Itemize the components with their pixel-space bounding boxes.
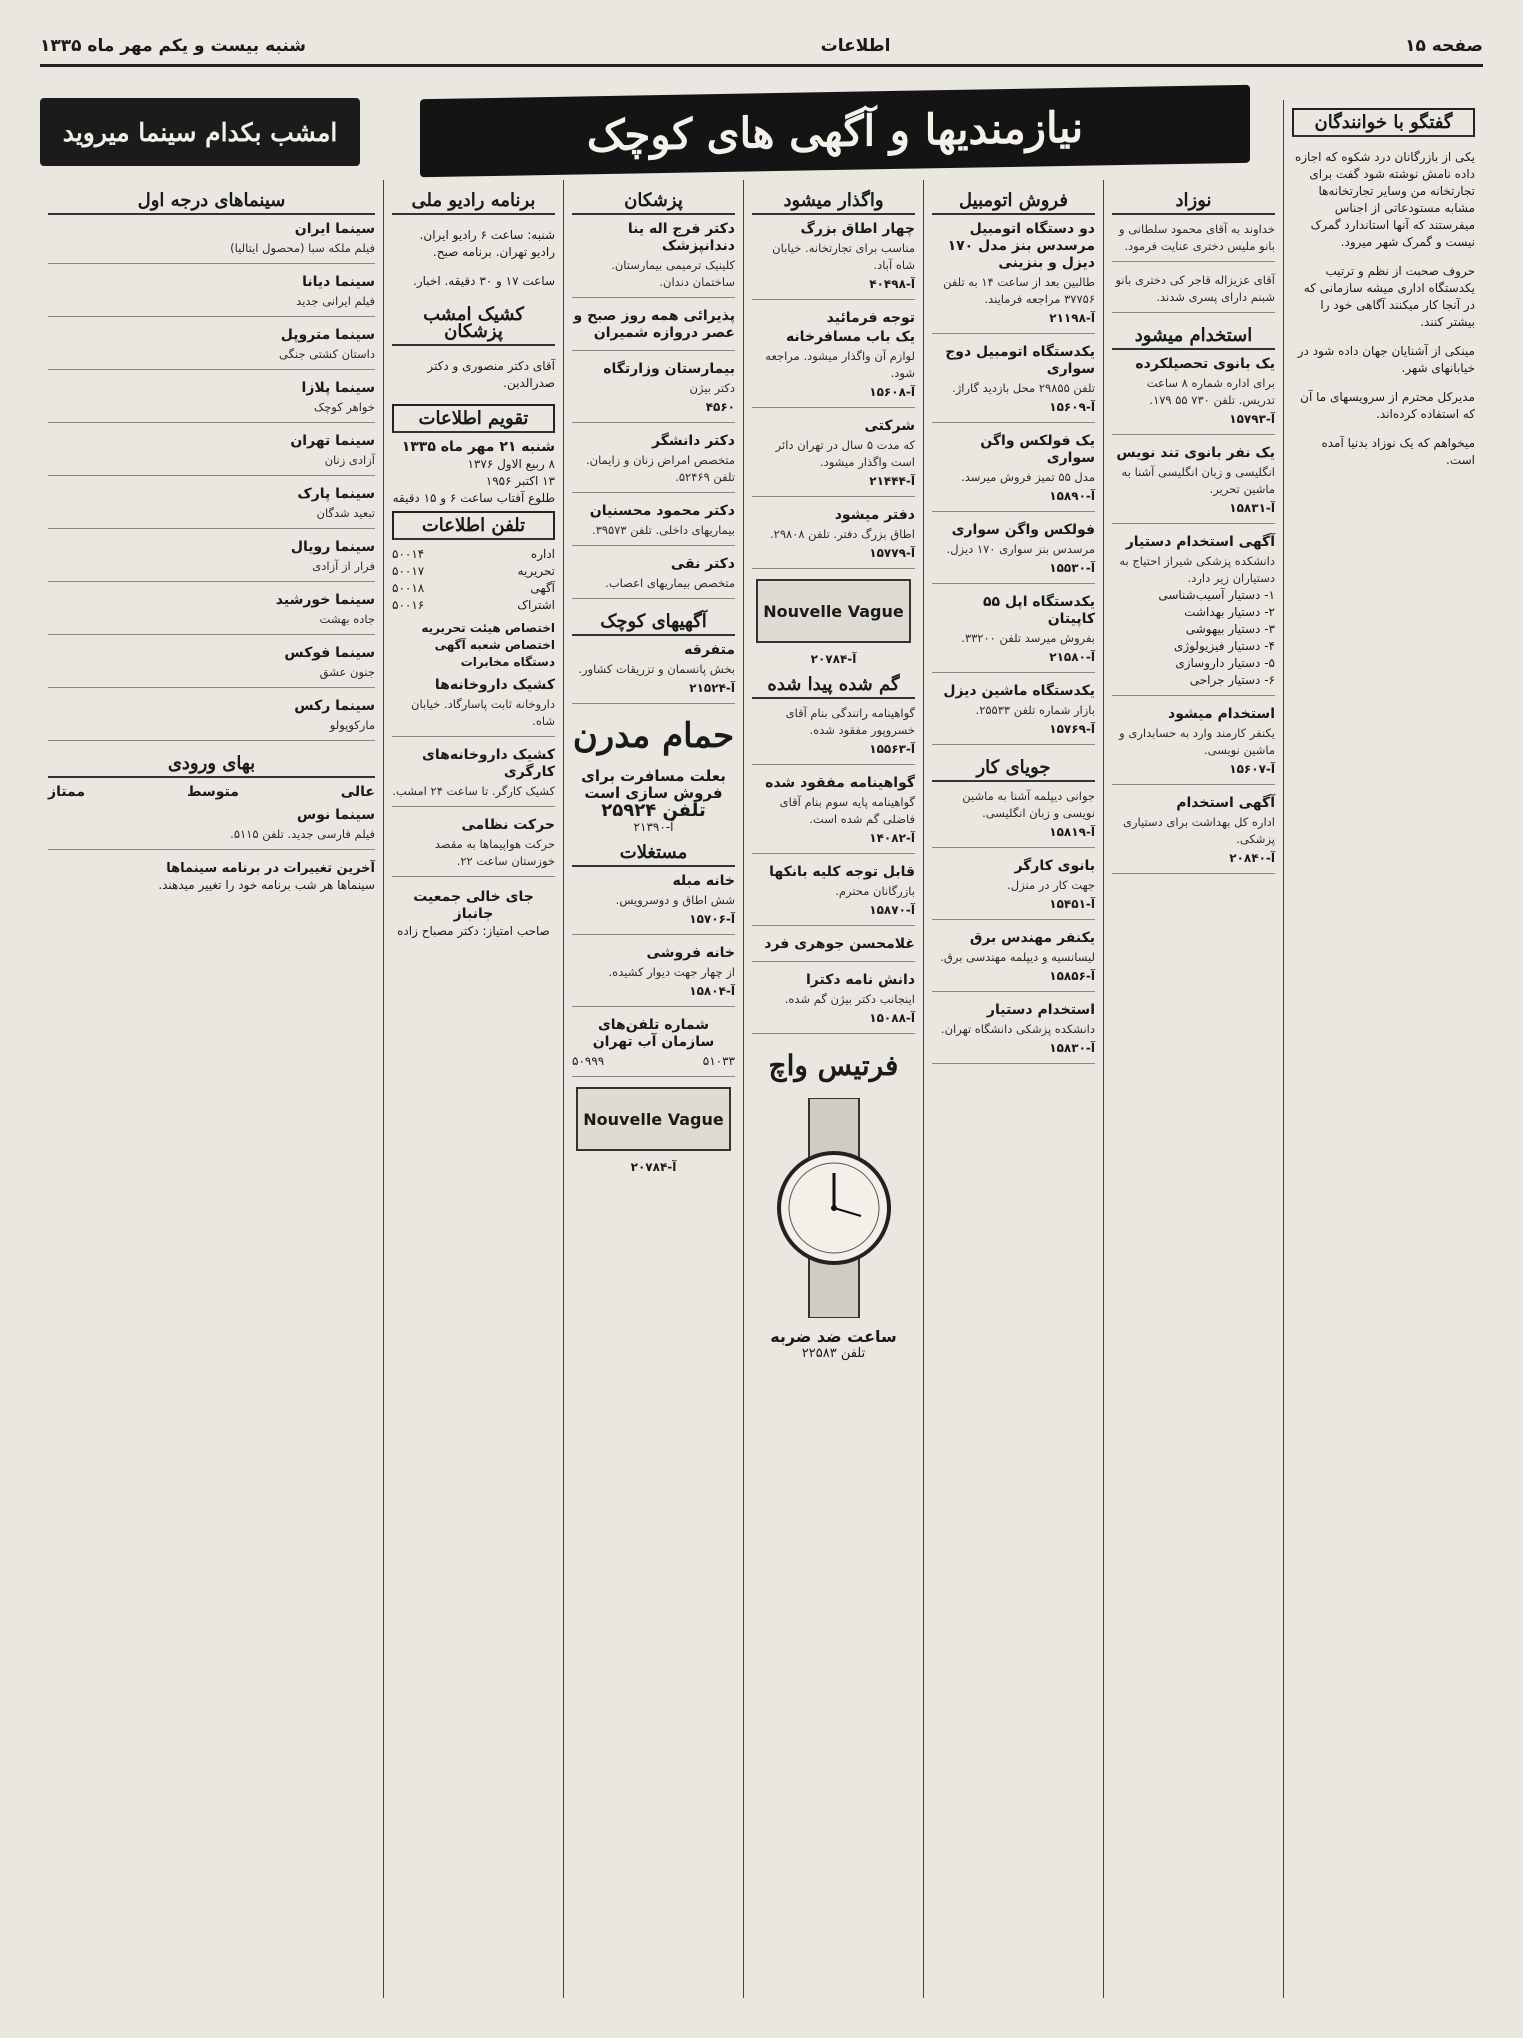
cinema-film: جنون عشق bbox=[319, 665, 375, 679]
watch-ad-subtitle: ساعت ضد ضربه bbox=[770, 1327, 897, 1346]
watch-ad-phone: تلفن ۲۲۵۸۳ bbox=[801, 1346, 866, 1361]
issue-date: شنبه بیست و یکم مهر ماه ۱۳۳۵ bbox=[40, 36, 306, 56]
seeking-ad-title: بانوی کارگر bbox=[1014, 858, 1095, 874]
property-ad-body: اطاق بزرگ دفتر. تلفن ۲۹۸۰۸. bbox=[769, 527, 915, 541]
doctor-ad-body: بیماریهای داخلی. تلفن ۳۹۵۷۳. bbox=[592, 523, 735, 537]
car-ad-title: یکدستگاه اتومبیل دوج سواری bbox=[945, 344, 1095, 377]
job-ad-title: آگهی استخدام bbox=[1176, 795, 1275, 811]
readers-paragraph: یکی از بازرگانان درد شکوه که اجازه داده نامش نوشته شود گفت برای تجارتخانه من وسایر تجارتخانه‌ها مشابه مستودعاتی از اجناس میفرستند که آنها استاندارد گمرک نیست و گمرک شهر میرود. bbox=[1294, 150, 1475, 249]
job-ad-body: یکنفر کارمند وارد به حسابداری و ماشین نویسی. bbox=[1119, 726, 1275, 757]
car-ad-body: بفروش میرسد تلفن ۳۳۲۰۰. bbox=[961, 631, 1095, 645]
phone-note: اختصاص شعبه آگهی bbox=[434, 638, 555, 652]
property-ad bbox=[752, 507, 915, 569]
lost-ad-title: غلامحسن جوهری فرد bbox=[764, 936, 915, 952]
property-ad-title: شرکتی bbox=[864, 418, 915, 434]
jobs-title: استخدام میشود bbox=[1112, 323, 1275, 350]
cinema-entry bbox=[48, 327, 375, 370]
lost-ad-body: گواهینامه پایه سوم بنام آقای فاضلی گم شده است. bbox=[779, 795, 915, 826]
cinema-film: فیلم ایرانی جدید bbox=[296, 294, 375, 308]
car-ad-title: فولکس واگن سواری bbox=[951, 522, 1095, 538]
job-list-item: ۲- دستیار بهداشت bbox=[1184, 605, 1275, 619]
doctors-duty-text: آقای دکتر منصوری و دکتر صدرالدین. bbox=[427, 359, 555, 390]
cinema-entry bbox=[48, 645, 375, 688]
paper-name: اطلاعات bbox=[820, 36, 891, 56]
cinema-name: سینما تهران bbox=[290, 433, 375, 449]
calendar-gregorian: ۱۳ اکتبر ۱۹۵۶ bbox=[485, 474, 555, 488]
cinema-name: سینما فوکس bbox=[284, 645, 375, 661]
seeking-ad-body: دانشکده پزشکی دانشگاه تهران. bbox=[940, 1022, 1095, 1036]
lost-ad bbox=[752, 705, 915, 765]
seeking-ad-body: جوانی دیپلمه آشنا به ماشین نویسی و زبان انگلیسی. bbox=[962, 789, 1095, 820]
job-list-item: ۶- دستیار جراحی bbox=[1189, 673, 1275, 687]
readers-paragraph: میخواهم که یک نوزاد بدنیا آمده است. bbox=[1321, 436, 1475, 467]
bath-ad-title: حمام مدرن bbox=[572, 716, 735, 756]
property-ad bbox=[752, 221, 915, 300]
workers-pharmacy-body: کشیک کارگر. تا ساعت ۲۴ امشب. bbox=[392, 784, 555, 798]
flights-title: حرکت نظامی bbox=[461, 817, 555, 833]
car-ad-title: یک فولکس واگن سواری bbox=[980, 433, 1095, 466]
doctor-ad bbox=[572, 556, 735, 599]
job-ad-title: آگهی استخدام دستیار bbox=[1125, 534, 1275, 550]
job-ad-code: آ-۱۵۷۹۳ bbox=[1229, 412, 1275, 426]
watch-illustration bbox=[769, 1098, 899, 1318]
lost-ad-code: آ-۱۵۸۷۰ bbox=[869, 903, 915, 917]
column-cinema bbox=[40, 180, 383, 1998]
phone-number: ۵۰۰۱۷ bbox=[392, 564, 425, 578]
job-ad-body: اداره کل بهداشت برای دستیاری پزشکی. bbox=[1122, 815, 1275, 846]
doctor-ad-title: بیمارستان وزارتگاه bbox=[603, 361, 735, 377]
pharmacy-duty-body: داروخانه ثابت پاسارگاد. خیابان شاه. bbox=[411, 697, 555, 728]
ticket-price-label: ممتاز bbox=[48, 784, 86, 800]
lost-ad-code: آ-۱۴۰۸۲ bbox=[869, 831, 915, 845]
car-ad-code: آ-۱۵۷۶۹ bbox=[1049, 722, 1095, 736]
phone-row bbox=[392, 546, 555, 563]
property-ad-code: آ-۱۵۷۷۹ bbox=[869, 546, 915, 560]
cinema-name: سینما دیانا bbox=[302, 274, 375, 290]
lost-ad-body: گواهینامه رانندگی بنام آقای خسروپور مفقود شده. bbox=[785, 706, 915, 737]
car-ad-body: مدل ۵۵ تمیز فروش میرسد. bbox=[961, 470, 1095, 484]
cinema-film: فیلم ملکه سبا (محصول ایتالیا) bbox=[230, 241, 375, 255]
car-ad-code: آ-۲۱۵۸۰ bbox=[1049, 650, 1095, 664]
seeking-ad-title: یکنفر مهندس برق bbox=[969, 930, 1095, 946]
seeking-ad-code: آ-۱۵۸۱۹ bbox=[1049, 825, 1095, 839]
readers-paragraph: حروف صحبت از نظم و ترتیب یکدستگاه اداری میشه سازمانی که در آنجا کار میکنند آگاهی خود را بیشتر کنند. bbox=[1303, 264, 1475, 329]
cinema-film: فیلم فارسی جدید. تلفن ۵۱۱۵. bbox=[230, 827, 375, 841]
car-ad bbox=[932, 594, 1095, 673]
property-ad-title: یک باب مسافرخانه bbox=[785, 329, 915, 345]
property-ad-body: لوازم آن واگذار میشود. مراجعه شود. bbox=[765, 349, 915, 380]
column-cars bbox=[923, 180, 1103, 1998]
cinema-name: سینما متروپل bbox=[280, 327, 375, 343]
cinema-banner bbox=[40, 98, 360, 166]
column-doctors bbox=[563, 180, 743, 1998]
car-ad bbox=[932, 522, 1095, 584]
seeking-title: جویای کار bbox=[932, 755, 1095, 782]
phone-row bbox=[392, 580, 555, 597]
logo-ad-code: آ-۲۰۷۸۴ bbox=[810, 652, 857, 666]
lost-ad bbox=[752, 864, 915, 926]
property-ad-code: آ-۲۱۴۴۴ bbox=[869, 474, 915, 488]
watch-icon bbox=[769, 1098, 899, 1318]
cinema-name: سینما پارک bbox=[297, 486, 375, 502]
car-ad bbox=[932, 433, 1095, 512]
phone-label: اداره bbox=[530, 547, 555, 561]
cinema-entry bbox=[48, 592, 375, 635]
water-phone-row bbox=[572, 1053, 735, 1070]
job-ad bbox=[1112, 706, 1275, 785]
readers-title: گفتگو با خوانندگان bbox=[1292, 108, 1475, 137]
cinema-entry bbox=[48, 221, 375, 264]
car-ad-title: یکدستگاه اپل ۵۵ کاپیتان bbox=[982, 594, 1095, 627]
readers-paragraph: مدیرکل محترم از سرویسهای ما آن که استفاده کرده‌اند. bbox=[1300, 390, 1475, 421]
cinema-film: آزادی زنان bbox=[324, 453, 375, 467]
doctor-ad-body: کلینیک ترمیمی بیمارستان. ساختمان دندان. bbox=[611, 258, 735, 289]
lost-found-title: گم شده پیدا شده bbox=[752, 672, 915, 699]
cinema-list-title: سینماهای درجه اول bbox=[48, 188, 375, 215]
nouvelle-vague-logo bbox=[756, 579, 911, 643]
job-ad bbox=[1112, 445, 1275, 524]
water-phone-number: ۵۰۹۹۹ bbox=[572, 1054, 605, 1068]
pharmacy-duty bbox=[392, 677, 555, 737]
flights-notice bbox=[392, 817, 555, 877]
seeking-ad-body: لیسانسیه و دیپلمه مهندسی برق. bbox=[940, 950, 1095, 964]
cinema-banner-title: امشب بکدام سینما میروید bbox=[62, 117, 338, 147]
seeking-ad-title: استخدام دستیار bbox=[986, 1002, 1095, 1018]
birth-text: آقای عزیزاله قاجر کی دختری بانو شبنم دارای پسری شدند. bbox=[1115, 273, 1275, 304]
seeking-ad bbox=[932, 1002, 1095, 1064]
pharmacy-duty-title: کشیک داروخانه‌ها bbox=[434, 677, 555, 693]
job-ad-body: انگلیسی و زبان انگلیسی آشنا به ماشین تحریر. bbox=[1121, 465, 1275, 496]
birth-text: خداوند به آقای محمود سلطانی و بانو ملیس دختری عنایت فرمود. bbox=[1119, 222, 1275, 253]
doctor-ad-title: پذیرائی همه روز صبح و عصر دروازه شمیران bbox=[573, 308, 735, 341]
seeking-ad bbox=[932, 788, 1095, 848]
masthead bbox=[40, 28, 1483, 67]
phone-note: دستگاه مخابرات bbox=[460, 655, 555, 669]
car-ad-body: تلفن ۲۹۸۵۵ محل بازدید گاراژ. bbox=[952, 381, 1095, 395]
section-banner-title: نیازمندیها و آگهی های کوچک bbox=[586, 102, 1084, 160]
ticket-prices-row bbox=[48, 784, 375, 801]
cinema-entry bbox=[48, 807, 375, 850]
property-ad-body: که مدت ۵ سال در تهران دائر است واگذار میشود. bbox=[775, 438, 915, 469]
doctor-ad-body: متخصص امراض زنان و زایمان. تلفن ۵۲۴۶۹. bbox=[586, 453, 735, 484]
cinema-name: سینما نوس bbox=[296, 807, 375, 823]
doctor-ad-body: متخصص بیماریهای اعصاب. bbox=[605, 576, 735, 590]
small-ads-title: آگهیهای کوچک bbox=[572, 609, 735, 636]
car-ad-title: دو دستگاه اتومبیل مرسدس بنز مدل ۱۷۰ دیزل و بنزینی bbox=[947, 221, 1095, 271]
calendar-sunrise: طلوع آفتاب ساعت ۶ و ۱۵ دقیقه bbox=[392, 491, 555, 505]
job-ad bbox=[1112, 534, 1275, 696]
calendar-day bbox=[392, 439, 555, 456]
job-ad-code: آ-۲۰۸۴۰ bbox=[1229, 851, 1275, 865]
lost-ad-body: اینجانب دکتر بیژن گم شده. bbox=[784, 992, 915, 1006]
car-ad-title: یکدستگاه ماشین دیزل bbox=[943, 683, 1095, 699]
calendar-hijri: ۸ ربیع الاول ۱۳۷۶ bbox=[467, 457, 555, 471]
page-number: صفحه ۱۵ bbox=[1405, 36, 1483, 56]
property-ad bbox=[752, 310, 915, 408]
doctor-ad bbox=[572, 221, 735, 298]
job-list-item: ۴- دستیار فیزیولوژی bbox=[1173, 639, 1275, 653]
misc-ad bbox=[572, 642, 735, 704]
doctor-ad bbox=[572, 308, 735, 351]
cinema-film: فرار از آزادی bbox=[312, 559, 375, 573]
lost-ad-code: آ-۱۵۰۸۸ bbox=[869, 1011, 915, 1025]
job-ad bbox=[1112, 795, 1275, 874]
cinema-film: جاده بهشت bbox=[319, 612, 375, 626]
phone-label: تحریریه bbox=[517, 564, 555, 578]
water-phone-box bbox=[572, 1017, 735, 1077]
radio-paragraph: شنبه: ساعت ۶ رادیو ایران. رادیو تهران. برنامه صبح. bbox=[419, 228, 555, 259]
rental-ad-code: آ-۱۵۷۰۶ bbox=[689, 912, 735, 926]
property-ad-title: دفتر میشود bbox=[834, 507, 915, 523]
nouvelle-vague-logo bbox=[576, 1087, 731, 1151]
bath-ad-code: آ-۲۱۳۹۰ bbox=[633, 820, 674, 834]
readers-paragraph: مینکی از آشنایان جهان داده شود در خیابانهای شهر. bbox=[1297, 344, 1475, 375]
job-ad-body: برای اداره شماره ۸ ساعت تدریس. تلفن ۷۳۰ ۵۵ ۱۷۹. bbox=[1146, 376, 1275, 407]
rental-ad bbox=[572, 945, 735, 1007]
job-list-item: ۳- دستیار بیهوشی bbox=[1185, 622, 1275, 636]
property-ad-title: چهار اطاق بزرگ bbox=[800, 221, 915, 237]
lost-ad bbox=[752, 775, 915, 854]
lost-ad bbox=[752, 972, 915, 1034]
calendar-day-text: شنبه ۲۱ مهر ماه ۱۳۳۵ bbox=[401, 439, 555, 455]
lost-ad-body: بازرگانان محترم. bbox=[835, 884, 915, 898]
misc-ad-body: بخش پانسمان و تزریقات کشاور. bbox=[578, 662, 735, 676]
misc-ad-title: متفرقه bbox=[684, 642, 735, 658]
flights-body: حرکت هواپیماها به مقصد خوزستان ساعت ۲۲. bbox=[434, 837, 555, 868]
cinema-footer-text: سینماها هر شب برنامه خود را تغییر میدهند. bbox=[158, 878, 375, 892]
job-ad-code: آ-۱۵۶۰۷ bbox=[1229, 762, 1275, 776]
property-ad-body: مناسب برای تجارتخانه. خیابان شاه آباد. bbox=[772, 241, 915, 272]
radio-title: برنامه رادیو ملی bbox=[392, 188, 555, 215]
doctor-ad-code: ۴۵۶۰ bbox=[705, 400, 735, 414]
lost-ad bbox=[752, 936, 915, 962]
rental-ad-body: شش اطاق و دوسرویس. bbox=[615, 893, 735, 907]
doctor-ad-title: دکتر فرج اله ینا دندانپزشک bbox=[627, 221, 735, 254]
car-ad-code: آ-۱۵۸۹۰ bbox=[1049, 489, 1095, 503]
property-ad bbox=[752, 418, 915, 497]
calendar-title: تقویم اطلاعات bbox=[392, 404, 555, 433]
job-ad-code: آ-۱۵۸۳۱ bbox=[1229, 501, 1275, 515]
cinema-name: سینما ایران bbox=[294, 221, 375, 237]
cinema-name: سینما خورشید bbox=[275, 592, 375, 608]
cinema-name: سینما رویال bbox=[290, 539, 375, 555]
bath-ad-phone: تلفن ۲۵۹۲۴ bbox=[601, 800, 706, 821]
seeking-ad-code: آ-۱۵۴۵۱ bbox=[1049, 897, 1095, 911]
car-ad bbox=[932, 221, 1095, 334]
cinema-name: سینما پلازا bbox=[301, 380, 375, 396]
seeking-ad-code: آ-۱۵۸۳۰ bbox=[1049, 1041, 1095, 1055]
cinema-list bbox=[48, 221, 375, 741]
phone-number: ۵۰۰۱۸ bbox=[392, 581, 425, 595]
cinema-entry bbox=[48, 274, 375, 317]
car-ad bbox=[932, 683, 1095, 745]
bath-ad-body: بعلت مسافرت برای فروش سازی است bbox=[581, 767, 726, 802]
ticket-price-label: متوسط bbox=[186, 784, 239, 800]
rental-ad-title: خانه فروشی bbox=[646, 945, 735, 961]
rental-ad bbox=[572, 873, 735, 935]
property-ad-code: آ-۴۰۴۹۸ bbox=[869, 277, 915, 291]
seeking-ad-code: آ-۱۵۸۵۶ bbox=[1049, 969, 1095, 983]
birth-notice bbox=[1112, 221, 1275, 262]
cars-title: فروش اتومبیل bbox=[932, 188, 1095, 215]
car-ad-body: طالبین بعد از ساعت ۱۴ به تلفن ۳۷۷۵۶ مراجعه فرمایند. bbox=[943, 275, 1095, 306]
property-ad-code: آ-۱۵۶۰۸ bbox=[869, 385, 915, 399]
job-list-item: ۱- دستیار آسیب‌شناسی bbox=[1158, 588, 1275, 602]
car-ad-code: آ-۲۱۱۹۸ bbox=[1049, 311, 1095, 325]
doctors-duty-title: کشیک امشب پزشکان bbox=[392, 302, 555, 346]
property-title: واگذار میشود bbox=[752, 188, 915, 215]
birth-notice bbox=[1112, 272, 1275, 313]
seeking-ad-body: جهت کار در منزل. bbox=[1007, 878, 1095, 892]
workers-pharmacy-title: کشیک داروخانه‌های کارگری bbox=[422, 747, 555, 780]
section-banner bbox=[420, 85, 1250, 177]
cinema-entry bbox=[48, 486, 375, 529]
car-ad-code: آ-۱۵۵۳۰ bbox=[1049, 561, 1095, 575]
phone-number: ۵۰۰۱۶ bbox=[392, 598, 425, 612]
doctor-ad-body: دکتر بیژن bbox=[689, 381, 735, 395]
phone-label: آگهی bbox=[530, 581, 555, 595]
workers-pharmacy-duty bbox=[392, 747, 555, 807]
lost-ad-title: دانش نامه دکترا bbox=[806, 972, 915, 988]
cinema-entry bbox=[48, 433, 375, 476]
column-radio bbox=[383, 180, 563, 1998]
seeking-ad bbox=[932, 930, 1095, 992]
car-ad bbox=[932, 344, 1095, 423]
seeking-ad bbox=[932, 858, 1095, 920]
cinema-film: خواهر کوچک bbox=[313, 400, 375, 414]
logo-text: Nouvelle Vague bbox=[583, 1109, 724, 1129]
doctor-ad-title: دکتر محمود محسنیان bbox=[589, 503, 735, 519]
cinema-entry bbox=[48, 698, 375, 741]
publisher-line: صاحب امتیاز: دکتر مصباح زاده bbox=[397, 924, 550, 938]
misc-ad-code: آ-۲۱۵۲۴ bbox=[689, 681, 735, 695]
cinema-entry bbox=[48, 539, 375, 582]
lost-ad-code: آ-۱۵۵۶۳ bbox=[869, 742, 915, 756]
cinema-film: تبعید شدگان bbox=[316, 506, 375, 520]
rental-ad-code: آ-۱۵۸۰۴ bbox=[689, 984, 735, 998]
column-property bbox=[743, 180, 923, 1998]
phone-row bbox=[392, 563, 555, 580]
doctor-ad bbox=[572, 361, 735, 423]
publisher-slogan: جای خالی جمعیت جانباز bbox=[413, 889, 534, 922]
job-ad-title: استخدام میشود bbox=[1168, 706, 1275, 722]
water-phone-title: شماره تلفن‌های سازمان آب تهران bbox=[592, 1017, 715, 1050]
property-ad-title: توجه فرمائید bbox=[826, 310, 915, 326]
job-ad-body: دانشکده پزشکی شیراز احتیاج به دستیاران زیر دارد. bbox=[1119, 554, 1275, 585]
doctors-title: پزشکان bbox=[572, 188, 735, 215]
job-ad bbox=[1112, 356, 1275, 435]
car-ad-body: مرسدس بنز سواری ۱۷۰ دیزل. bbox=[946, 542, 1095, 556]
job-list bbox=[1112, 587, 1275, 689]
job-ad-title: یک نفر بانوی تند نویس bbox=[1116, 445, 1275, 461]
lost-ad-title: گواهینامه مفقود شده bbox=[765, 775, 915, 791]
phone-label: اشتراک bbox=[517, 598, 555, 612]
phones-title: تلفن اطلاعات bbox=[392, 511, 555, 540]
logo-ad-code: آ-۲۰۷۸۴ bbox=[630, 1160, 677, 1174]
job-list-item: ۵- دستیار داروسازی bbox=[1175, 656, 1275, 670]
car-ad-body: بازار شماره تلفن ۲۵۵۳۳. bbox=[975, 703, 1095, 717]
rental-ad-title: خانه مبله bbox=[672, 873, 735, 889]
water-phone-number: ۵۱۰۳۳ bbox=[702, 1054, 735, 1068]
phone-note: اختصاص هیئت تحریریه bbox=[421, 621, 555, 635]
doctor-ad-title: دکتر دانشگر bbox=[652, 433, 735, 449]
job-ad-title: یک بانوی تحصیلکرده bbox=[1135, 356, 1275, 372]
watch-ad-title: فرتیس واچ bbox=[768, 1049, 899, 1082]
column-readers bbox=[1283, 100, 1483, 1998]
phone-number: ۵۰۰۱۴ bbox=[392, 547, 425, 561]
cinema-footer-title: آخرین تغییرات در برنامه سینماها bbox=[166, 861, 375, 876]
ticket-prices-title: بهای ورودی bbox=[48, 751, 375, 778]
doctor-ad bbox=[572, 433, 735, 493]
cinema-film: مارکوپولو bbox=[329, 718, 375, 732]
phone-row bbox=[392, 597, 555, 614]
logo-text: Nouvelle Vague bbox=[763, 601, 904, 621]
births-title: نوزاد bbox=[1112, 188, 1275, 215]
rental-ad-body: از چهار جهت دیوار کشیده. bbox=[608, 965, 735, 979]
cinema-film: داستان کشتی جنگی bbox=[279, 347, 375, 361]
doctor-ad-title: دکتر نقی bbox=[670, 556, 735, 572]
cinema-name: سینما رکس bbox=[294, 698, 375, 714]
cinema-entry bbox=[48, 380, 375, 423]
column-births-jobs bbox=[1103, 180, 1283, 1998]
ticket-price-label: عالی bbox=[340, 784, 375, 800]
lost-ad-title: قابل توجه کلیه بانکها bbox=[769, 864, 915, 880]
car-ad-code: آ-۱۵۶۰۹ bbox=[1049, 400, 1095, 414]
rentals-title: مستغلات bbox=[572, 840, 735, 867]
radio-paragraph: ساعت ۱۷ و ۳۰ دقیقه. اخبار. bbox=[413, 274, 555, 288]
doctor-ad bbox=[572, 503, 735, 546]
